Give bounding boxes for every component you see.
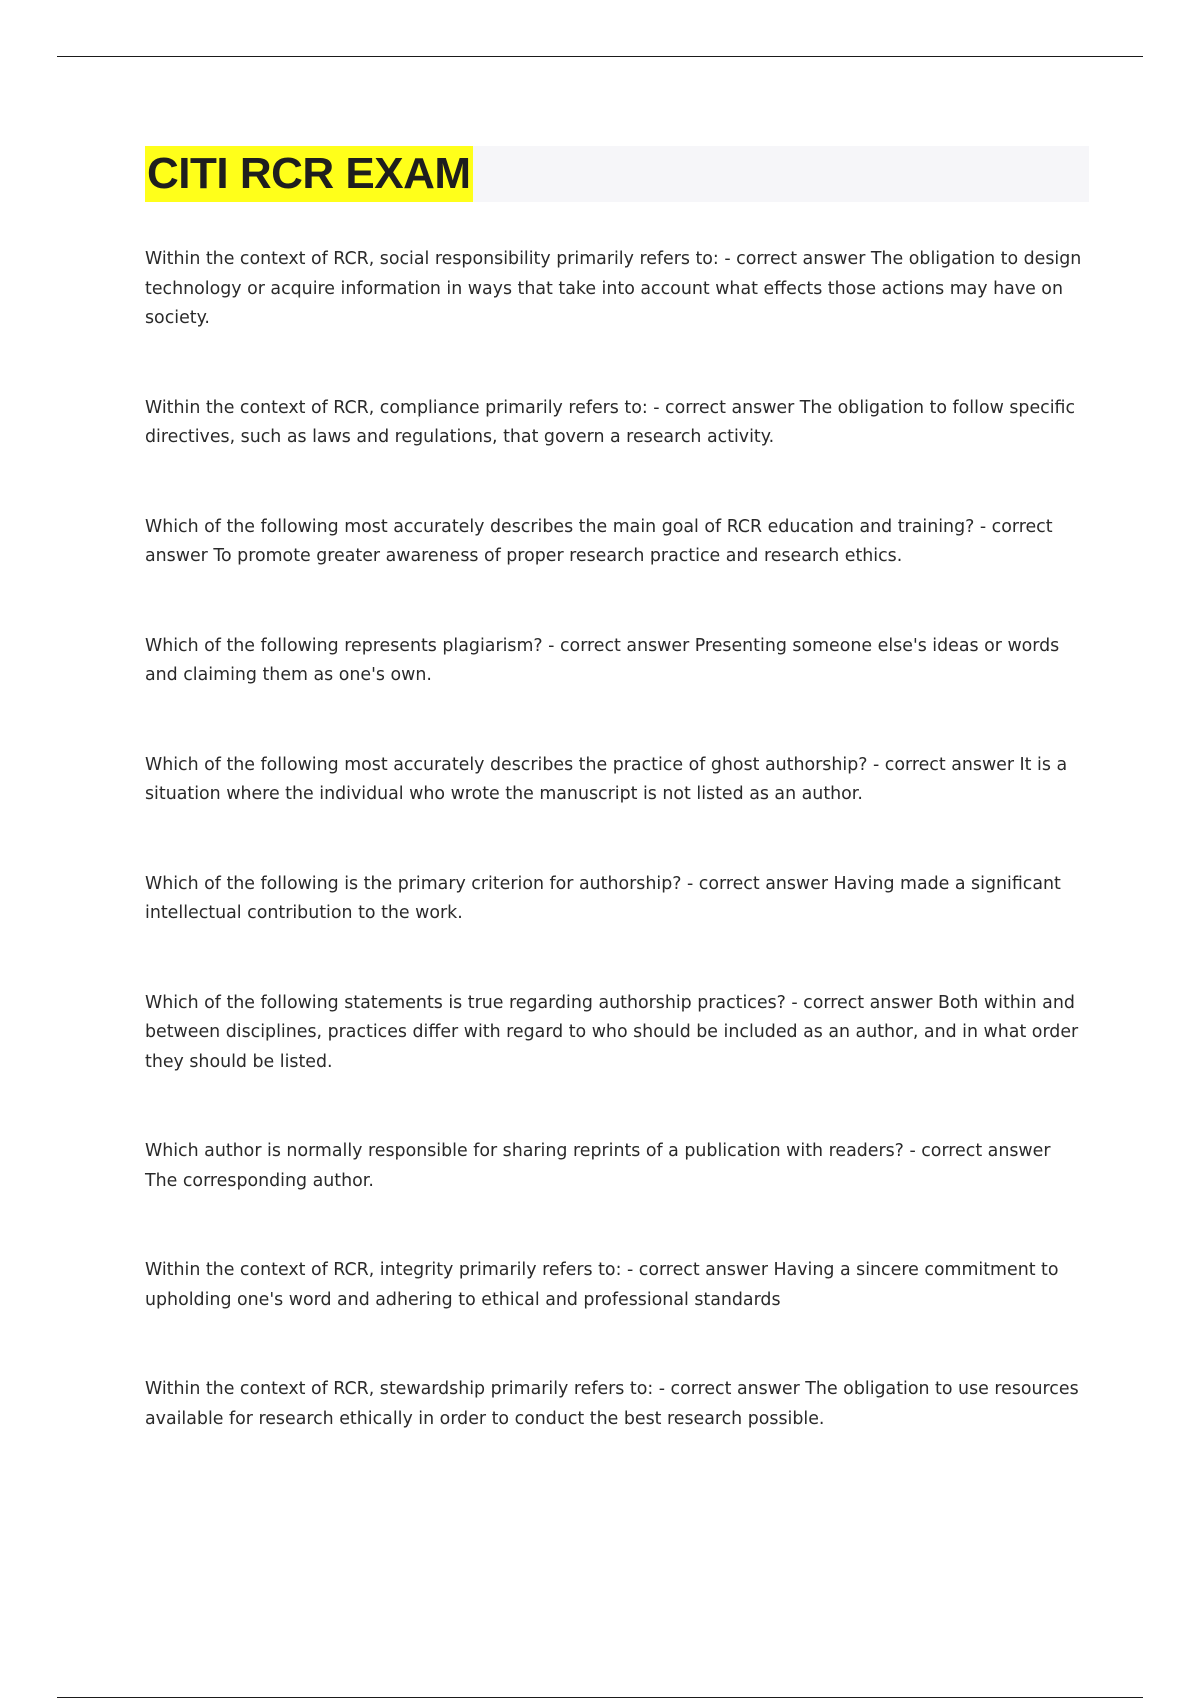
qa-list [145, 245, 1085, 1434]
bottom-divider [57, 1697, 1143, 1698]
qa-item: Within the context of RCR, stewardship primarily refers to: - correct answer The obligation to use resources available for research ethically in order to conduct the best research possible. [145, 1379, 1079, 1429]
qa-item: Within the context of RCR, compliance primarily refers to: - correct answer The obligation to follow specific directives, such as laws and regulations, that govern a research activity. [145, 397, 1076, 447]
qa-item: Which of the following represents plagiarism? - correct answer Presenting someone else's ideas or words and claiming them as one's own. [145, 635, 1060, 685]
qa-item: Within the context of RCR, integrity primarily refers to: - correct answer Having a sincere commitment to upholding one's word and adhering to ethical and professional standards [145, 1260, 1059, 1310]
qa-item: Which of the following statements is true regarding authorship practices? - correct answer Both within and between disciplines, practices differ with regard to who should be included as an author, and in what order they should be listed. [145, 992, 1079, 1072]
qa-item: Within the context of RCR, social responsibility primarily refers to: - correct answer The obligation to design technology or acquire information in ways that take into account what effects those actions may have on society. [145, 249, 1082, 328]
top-divider [57, 56, 1143, 57]
qa-item: Which of the following most accurately describes the practice of ghost authorship? - correct answer It is a situation where the individual who wrote the manuscript is not listed as an author. [145, 754, 1068, 804]
qa-item: Which of the following most accurately describes the main goal of RCR education and training? - correct answer To promote greater awareness of proper research practice and research ethics. [145, 516, 1053, 566]
qa-item: Which author is normally responsible for sharing reprints of a publication with readers? - correct answer The corresponding author. [145, 1141, 1051, 1191]
qa-item: Which of the following is the primary criterion for authorship? - correct answer Having made a significant intellectual contribution to the work. [145, 873, 1061, 923]
page-title: CITI RCR EXAM [145, 146, 473, 202]
